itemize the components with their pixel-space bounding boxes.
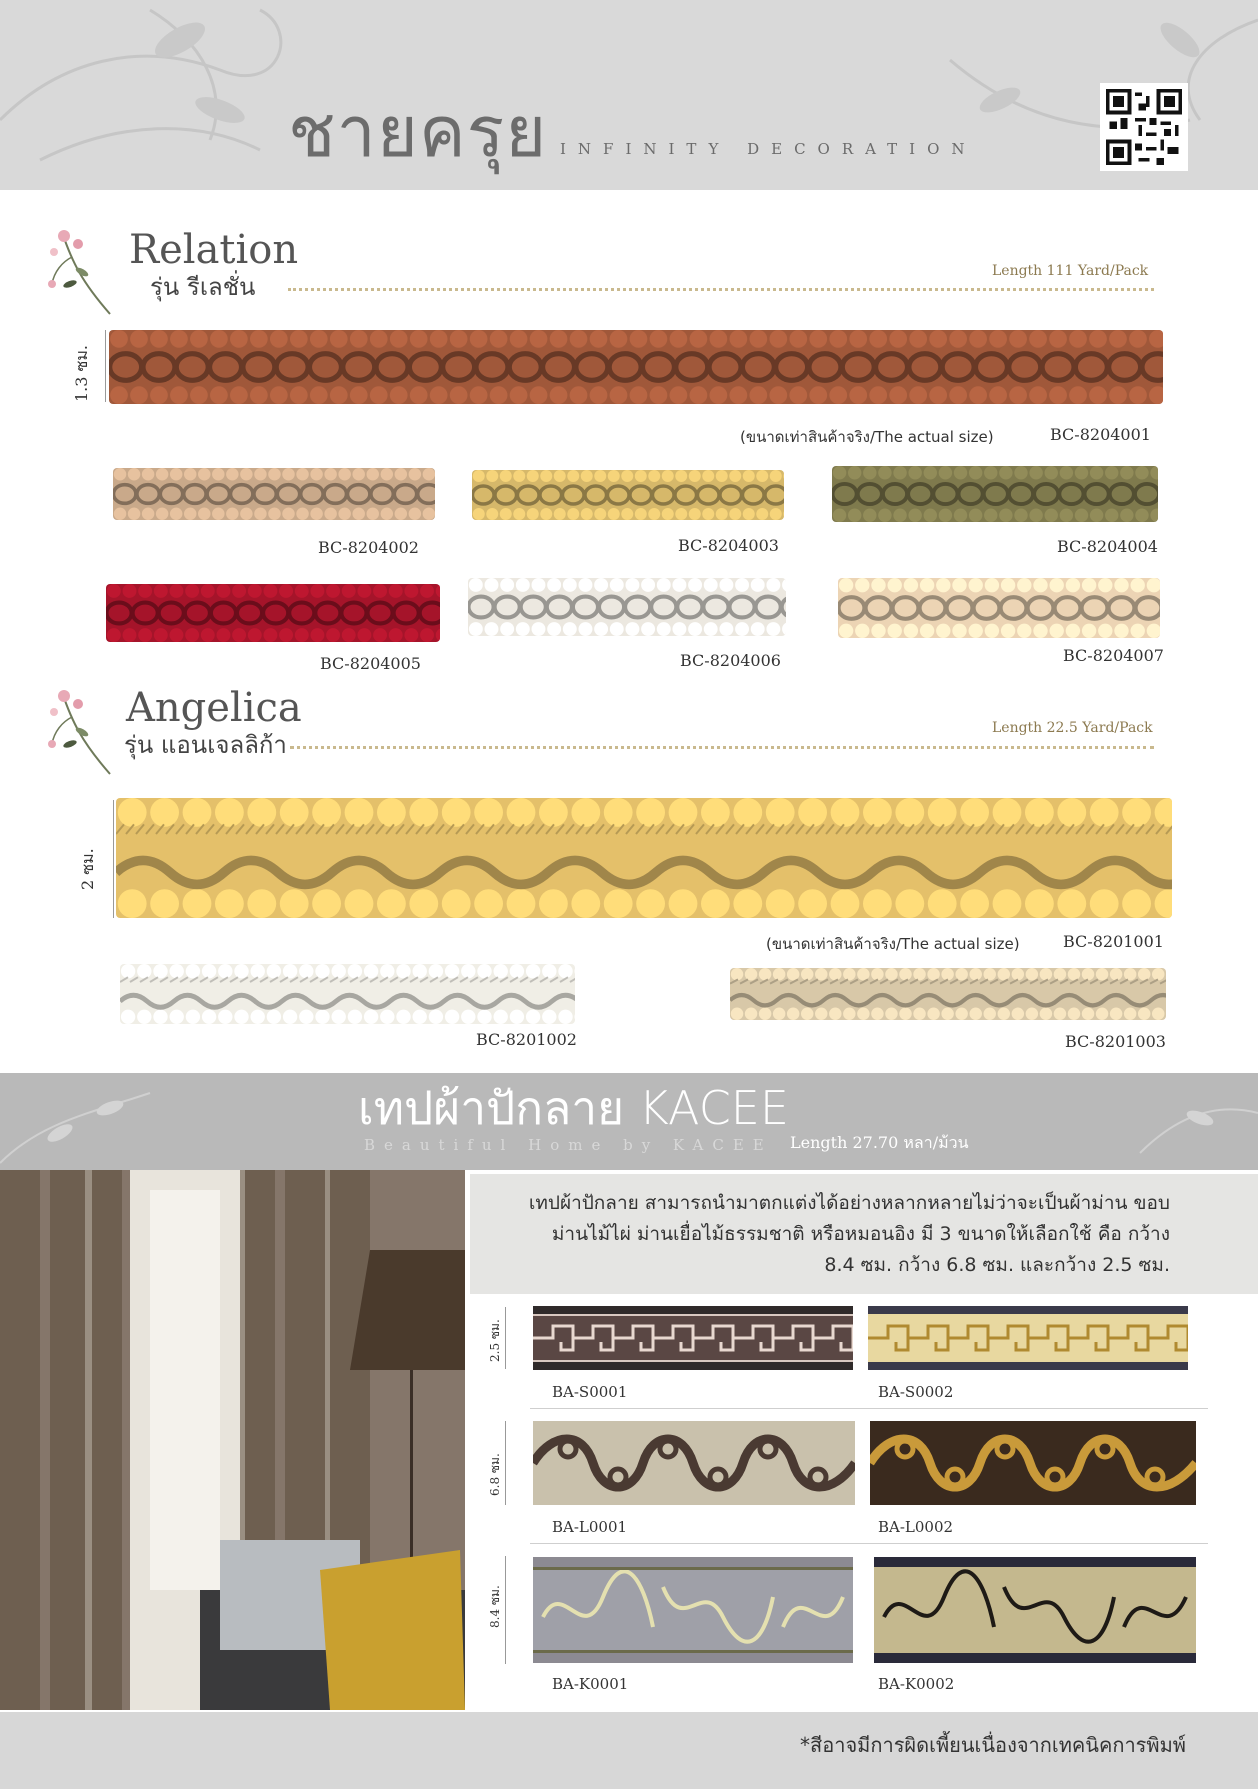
pack-length: Length 22.5 Yard/Pack: [992, 720, 1153, 736]
product-code: BA-S0002: [878, 1383, 954, 1401]
trim-swatch: [113, 468, 435, 520]
product-code: BA-S0001: [552, 1383, 628, 1401]
trim-swatch: [832, 466, 1158, 522]
size-label: 8.4 ซม.: [488, 1585, 502, 1628]
trim-swatch: [109, 330, 1163, 404]
product-code: BA-K0001: [552, 1675, 629, 1693]
kacee-title: เทปผ้าปักลาย KACEE: [358, 1081, 789, 1135]
actual-size-note: (ขนาดเท่าสินค้าจริง/The actual size): [740, 428, 994, 446]
pack-length: Length 111 Yard/Pack: [992, 263, 1149, 279]
size-bracket: [505, 1307, 506, 1369]
dotted-divider: [288, 288, 1154, 291]
floral-ornament-icon: [0, 0, 1258, 190]
size-bracket: [505, 1556, 506, 1664]
product-code: BA-L0001: [552, 1518, 628, 1536]
product-code: BA-K0002: [878, 1675, 955, 1693]
tape-swatch: [533, 1557, 853, 1663]
size-bracket: [505, 1421, 506, 1505]
trim-swatch: [468, 578, 786, 636]
product-code: BC-8204007: [1063, 646, 1164, 665]
dotted-divider: [290, 746, 1154, 749]
brand-tagline: INFINITY DECORATION: [560, 140, 977, 158]
trim-swatch: [472, 470, 784, 520]
tape-swatch: [874, 1557, 1196, 1663]
trim-swatch: [116, 798, 1172, 918]
size-label: 1.3 ซม.: [72, 344, 91, 402]
flower-sprig-icon: [42, 222, 112, 318]
section-title-angelica: Angelica: [126, 685, 302, 731]
trim-swatch: [106, 584, 440, 642]
product-code: BC-8204001: [1050, 425, 1151, 444]
qr-code-icon: [1100, 83, 1188, 171]
trim-swatch: [838, 578, 1160, 638]
kacee-description: เทปผ้าปักลาย สามารถนำมาตกแต่งได้อย่างหลากหลายไม่ว่าจะเป็นผ้าม่าน ขอบม่านไม้ไผ่ ม่านเยื่อไม้ธรรมชาติ หรือหมอนอิง มี 3 ขนาดให้เลือกใช้ คือ กว้าง 8.4 ซม. กว้าง 6.8 ซม. และกว้าง 2.5 ซม.: [528, 1192, 1170, 1276]
tape-swatch: [870, 1421, 1196, 1505]
kacee-subtitle: Beautiful Home by KACEE: [364, 1136, 773, 1154]
tape-swatch: [868, 1306, 1188, 1370]
header-banner: [0, 0, 1258, 190]
product-code: BC-8204003: [678, 536, 779, 555]
section-subtitle-angelica: รุ่น แอนเจลลิก้า: [124, 731, 287, 759]
section-subtitle-relation: รุ่น รีเลชั่น: [150, 273, 256, 301]
print-disclaimer: *สีอาจมีการผิดเพี้ยนเนื่องจากเทคนิคการพิมพ์: [800, 1733, 1186, 1757]
trim-swatch: [730, 968, 1166, 1020]
roll-length: Length 27.70 หลา/ม้วน: [790, 1133, 969, 1152]
product-code: BC-8201003: [1065, 1032, 1166, 1051]
product-code: BC-8201002: [476, 1030, 577, 1049]
size-label: 2 ซม.: [78, 848, 97, 890]
product-code: BC-8201001: [1063, 932, 1164, 951]
trim-swatch: [120, 964, 575, 1024]
page-title: ชายครุย: [288, 91, 548, 173]
product-code: BC-8204005: [320, 654, 421, 673]
product-code: BC-8204006: [680, 651, 781, 670]
size-bracket: [113, 800, 114, 918]
section-title-relation: Relation: [129, 227, 299, 273]
tape-swatch: [533, 1421, 855, 1505]
tape-swatch: [533, 1306, 853, 1370]
actual-size-note: (ขนาดเท่าสินค้าจริง/The actual size): [766, 935, 1020, 953]
size-label: 2.5 ซม.: [488, 1319, 502, 1362]
curtain-room-photo: [0, 1170, 465, 1710]
product-code: BA-L0002: [878, 1518, 954, 1536]
flower-sprig-icon: [42, 682, 112, 778]
row-divider: [530, 1408, 1208, 1409]
row-divider: [530, 1543, 1208, 1544]
product-code: BC-8204004: [1057, 537, 1158, 556]
size-label: 6.8 ซม.: [488, 1453, 502, 1496]
product-code: BC-8204002: [318, 538, 419, 557]
size-bracket: [105, 330, 106, 402]
